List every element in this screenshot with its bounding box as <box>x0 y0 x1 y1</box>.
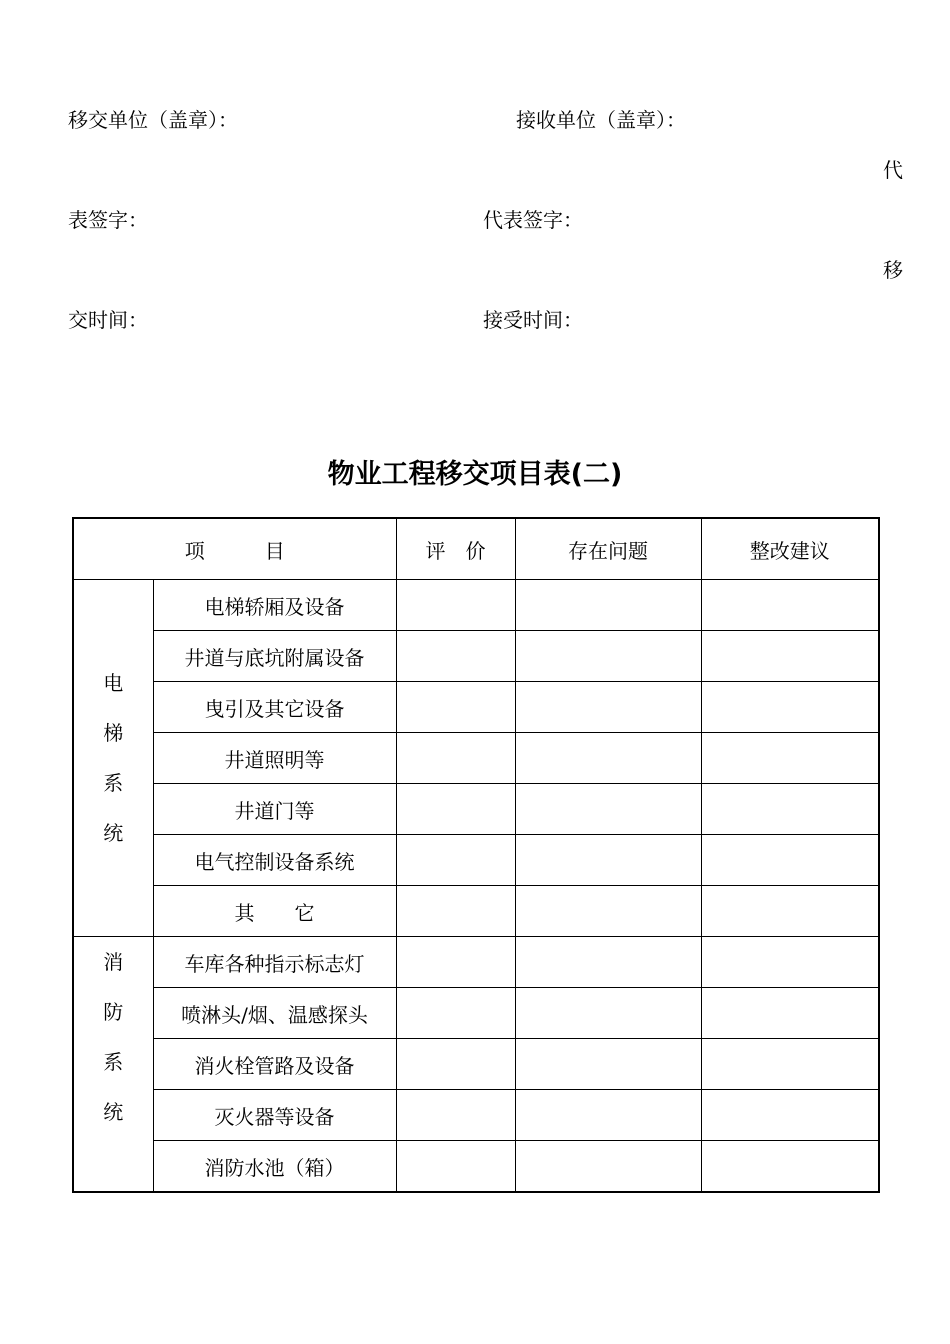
issues-cell[interactable] <box>515 682 701 733</box>
col-header-rating: 评 价 <box>396 518 515 580</box>
table-row <box>73 1090 879 1141</box>
rating-cell[interactable] <box>396 682 515 733</box>
page-title: 物业工程移交项目表(二) <box>327 459 623 490</box>
issues-cell[interactable] <box>515 580 701 631</box>
table-row <box>73 988 879 1039</box>
suggestion-cell[interactable] <box>701 733 879 784</box>
suggestion-cell[interactable] <box>701 682 879 733</box>
table-row <box>73 1141 879 1193</box>
table-row <box>73 1039 879 1090</box>
table-header-row <box>73 518 879 580</box>
receive-unit-label: 接收单位（盖章）： <box>516 108 686 132</box>
table-row <box>73 937 879 988</box>
table-row <box>73 682 879 733</box>
suggestion-cell[interactable] <box>701 835 879 886</box>
table-row <box>73 631 879 682</box>
issues-cell[interactable] <box>515 988 701 1039</box>
table-row <box>73 886 879 937</box>
issues-cell[interactable] <box>515 886 701 937</box>
suggestion-cell[interactable] <box>701 1039 879 1090</box>
suggestion-cell[interactable] <box>701 1141 879 1193</box>
col-header-issues: 存在问题 <box>515 518 701 580</box>
item-cell: 车库各种指示标志灯 <box>153 937 396 988</box>
suggestion-cell[interactable] <box>701 988 879 1039</box>
col-header-item: 项 目 <box>73 518 396 580</box>
item-cell: 井道与底坑附属设备 <box>153 631 396 682</box>
issues-cell[interactable] <box>515 733 701 784</box>
issues-cell[interactable] <box>515 784 701 835</box>
item-cell: 曳引及其它设备 <box>153 682 396 733</box>
wrapped-char-yi: 移 <box>883 258 903 282</box>
group-label: 消防系统 <box>103 950 124 1124</box>
receive-time-label: 接受时间： <box>483 308 583 332</box>
transfer-unit-label: 移交单位（盖章）： <box>68 108 238 132</box>
item-cell: 消防水池（箱） <box>153 1141 396 1193</box>
item-cell: 喷淋头/烟、温感探头 <box>153 988 396 1039</box>
suggestion-cell[interactable] <box>701 886 879 937</box>
handover-items-table <box>72 517 880 1193</box>
transfer-time-label: 交时间： <box>68 308 148 332</box>
table-row <box>73 580 879 631</box>
suggestion-cell[interactable] <box>701 784 879 835</box>
suggestion-cell[interactable] <box>701 937 879 988</box>
rating-cell[interactable] <box>396 784 515 835</box>
item-cell: 灭火器等设备 <box>153 1090 396 1141</box>
col-header-suggestions: 整改建议 <box>701 518 879 580</box>
issues-cell[interactable] <box>515 1141 701 1193</box>
wrapped-char-dai: 代 <box>883 158 903 182</box>
rating-cell[interactable] <box>396 631 515 682</box>
group-cell-elevator <box>73 580 153 937</box>
rep-sign-left-label: 表签字： <box>68 208 148 232</box>
rating-cell[interactable] <box>396 1141 515 1193</box>
table-row <box>73 733 879 784</box>
rating-cell[interactable] <box>396 886 515 937</box>
group-label: 电梯系统 <box>103 671 124 845</box>
issues-cell[interactable] <box>515 1039 701 1090</box>
rating-cell[interactable] <box>396 733 515 784</box>
issues-cell[interactable] <box>515 1090 701 1141</box>
rating-cell[interactable] <box>396 580 515 631</box>
table-row <box>73 835 879 886</box>
table-row <box>73 784 879 835</box>
issues-cell[interactable] <box>515 937 701 988</box>
issues-cell[interactable] <box>515 631 701 682</box>
item-cell: 井道门等 <box>153 784 396 835</box>
rating-cell[interactable] <box>396 835 515 886</box>
rep-sign-right-label: 代表签字： <box>483 208 583 232</box>
rating-cell[interactable] <box>396 988 515 1039</box>
rating-cell[interactable] <box>396 937 515 988</box>
suggestion-cell[interactable] <box>701 1090 879 1141</box>
suggestion-cell[interactable] <box>701 580 879 631</box>
suggestion-cell[interactable] <box>701 631 879 682</box>
item-cell: 电梯轿厢及设备 <box>153 580 396 631</box>
rating-cell[interactable] <box>396 1090 515 1141</box>
item-cell: 消火栓管路及设备 <box>153 1039 396 1090</box>
item-cell: 井道照明等 <box>153 733 396 784</box>
issues-cell[interactable] <box>515 835 701 886</box>
item-cell: 电气控制设备系统 <box>153 835 396 886</box>
rating-cell[interactable] <box>396 1039 515 1090</box>
group-cell-fire <box>73 937 153 1193</box>
item-cell: 其 它 <box>153 886 396 937</box>
